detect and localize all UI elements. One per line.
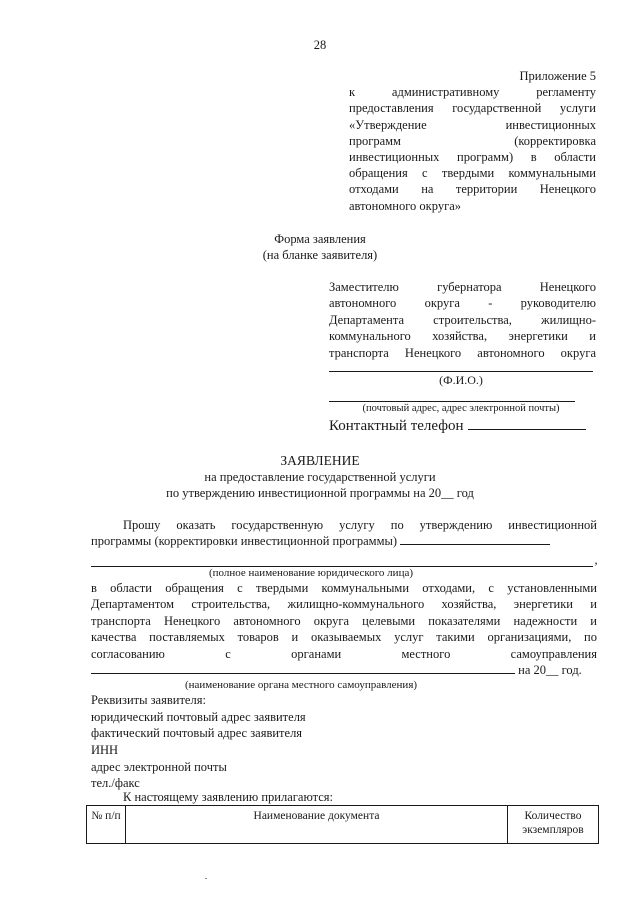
statement-subtitle: по утверждению инвестиционной программы на 20__ год	[166, 486, 474, 500]
main-line: качества поставляемых товаров и оказываемых услуг такими организациями, по	[91, 630, 597, 645]
year-suffix: на 20__ год.	[518, 663, 582, 678]
addressee-line: Департамента строительства, жилищно-	[329, 312, 596, 327]
statement-subtitle: на предоставление государственной услуги	[204, 470, 436, 484]
attachments-table	[86, 805, 599, 844]
requisite-item: тел./факс	[91, 776, 140, 790]
table-header-row	[87, 806, 599, 844]
municipality-blank[interactable]	[91, 662, 515, 674]
page-number: 28	[313, 38, 327, 52]
requisite-item: ИНН	[91, 743, 119, 757]
addressee-line: Заместителю губернатора Ненецкого	[329, 280, 596, 294]
contact-phone-field[interactable]	[468, 417, 586, 430]
form-title	[240, 231, 400, 263]
main-line: Департаментом строительства, жилищно-коммунального хозяйства, энергетики и	[91, 597, 597, 612]
main-line: в области обращения с твердыми коммунальными отходами, с установленными	[91, 581, 597, 595]
addressee-line: коммунального хозяйства, энергетики и	[329, 329, 596, 344]
appendix-line: предоставления государственной услуги	[349, 101, 596, 116]
legal-name-caption: (полное наименование юридического лица)	[208, 567, 413, 579]
appendix-line: инвестиционных программ) в области	[349, 150, 596, 165]
form-title-line: Форма заявления	[274, 232, 366, 246]
main-line	[91, 662, 597, 678]
appendix-line: отходами на территории Ненецкого	[349, 182, 596, 197]
table-header-number: № п/п	[87, 806, 126, 844]
main-line: транспорта Ненецкого автономного округа целевыми показателями надежности и	[91, 613, 597, 628]
main-line: согласованию с органами местного самоуправления	[91, 646, 597, 661]
main-paragraph	[91, 580, 597, 678]
form-subtitle-line: (на бланке заявителя)	[262, 248, 378, 262]
appendix-block	[349, 68, 596, 214]
municipality-caption: (наименование органа местного самоуправления)	[184, 679, 418, 691]
address-caption: (почтовый адрес, адрес электронной почты)	[362, 403, 560, 414]
requisite-item: адрес электронной почты	[91, 760, 227, 774]
program-blank[interactable]	[400, 533, 550, 545]
contact-phone	[329, 417, 586, 435]
request-paragraph	[91, 517, 597, 550]
requisite-item: юридический почтовый адрес заявителя	[91, 710, 306, 724]
request-line: Прошу оказать государственную услугу по утверждению инвестиционной	[123, 518, 597, 532]
appendix-line: автономного округа»	[349, 198, 462, 213]
contact-phone-label: Контактный телефон	[329, 418, 464, 434]
request-line	[91, 533, 597, 549]
appendix-title: Приложение 5	[519, 69, 596, 83]
addressee-line: транспорта Ненецкого автономного округа	[329, 345, 596, 360]
addressee-block	[329, 279, 596, 361]
appendix-line: «Утверждение инвестиционных	[349, 117, 596, 132]
fio-line[interactable]	[329, 371, 593, 372]
appendix-line: программ (корректировка	[349, 133, 596, 148]
comma: ,	[594, 553, 598, 567]
table-header-document: Наименование документа	[126, 806, 508, 844]
attachments-intro: К настоящему заявлению прилагаются:	[123, 790, 334, 804]
requisite-item: фактический почтовый адрес заявителя	[91, 726, 303, 740]
appendix-line: обращения с твердыми коммунальными	[349, 166, 596, 181]
scan-speck	[205, 878, 207, 879]
fio-caption: (Ф.И.О.)	[439, 373, 483, 387]
appendix-line: к административному регламенту	[349, 85, 596, 100]
requisites-title: Реквизиты заявителя:	[91, 693, 206, 707]
address-line[interactable]	[329, 401, 575, 402]
table-header-count: Количество экземпляров	[508, 806, 599, 844]
request-line-text: программы (корректировки инвестиционной программы)	[91, 534, 398, 549]
statement-title: ЗАЯВЛЕНИЕ	[280, 453, 360, 468]
addressee-line: автономного округа - руководителю	[329, 296, 596, 311]
